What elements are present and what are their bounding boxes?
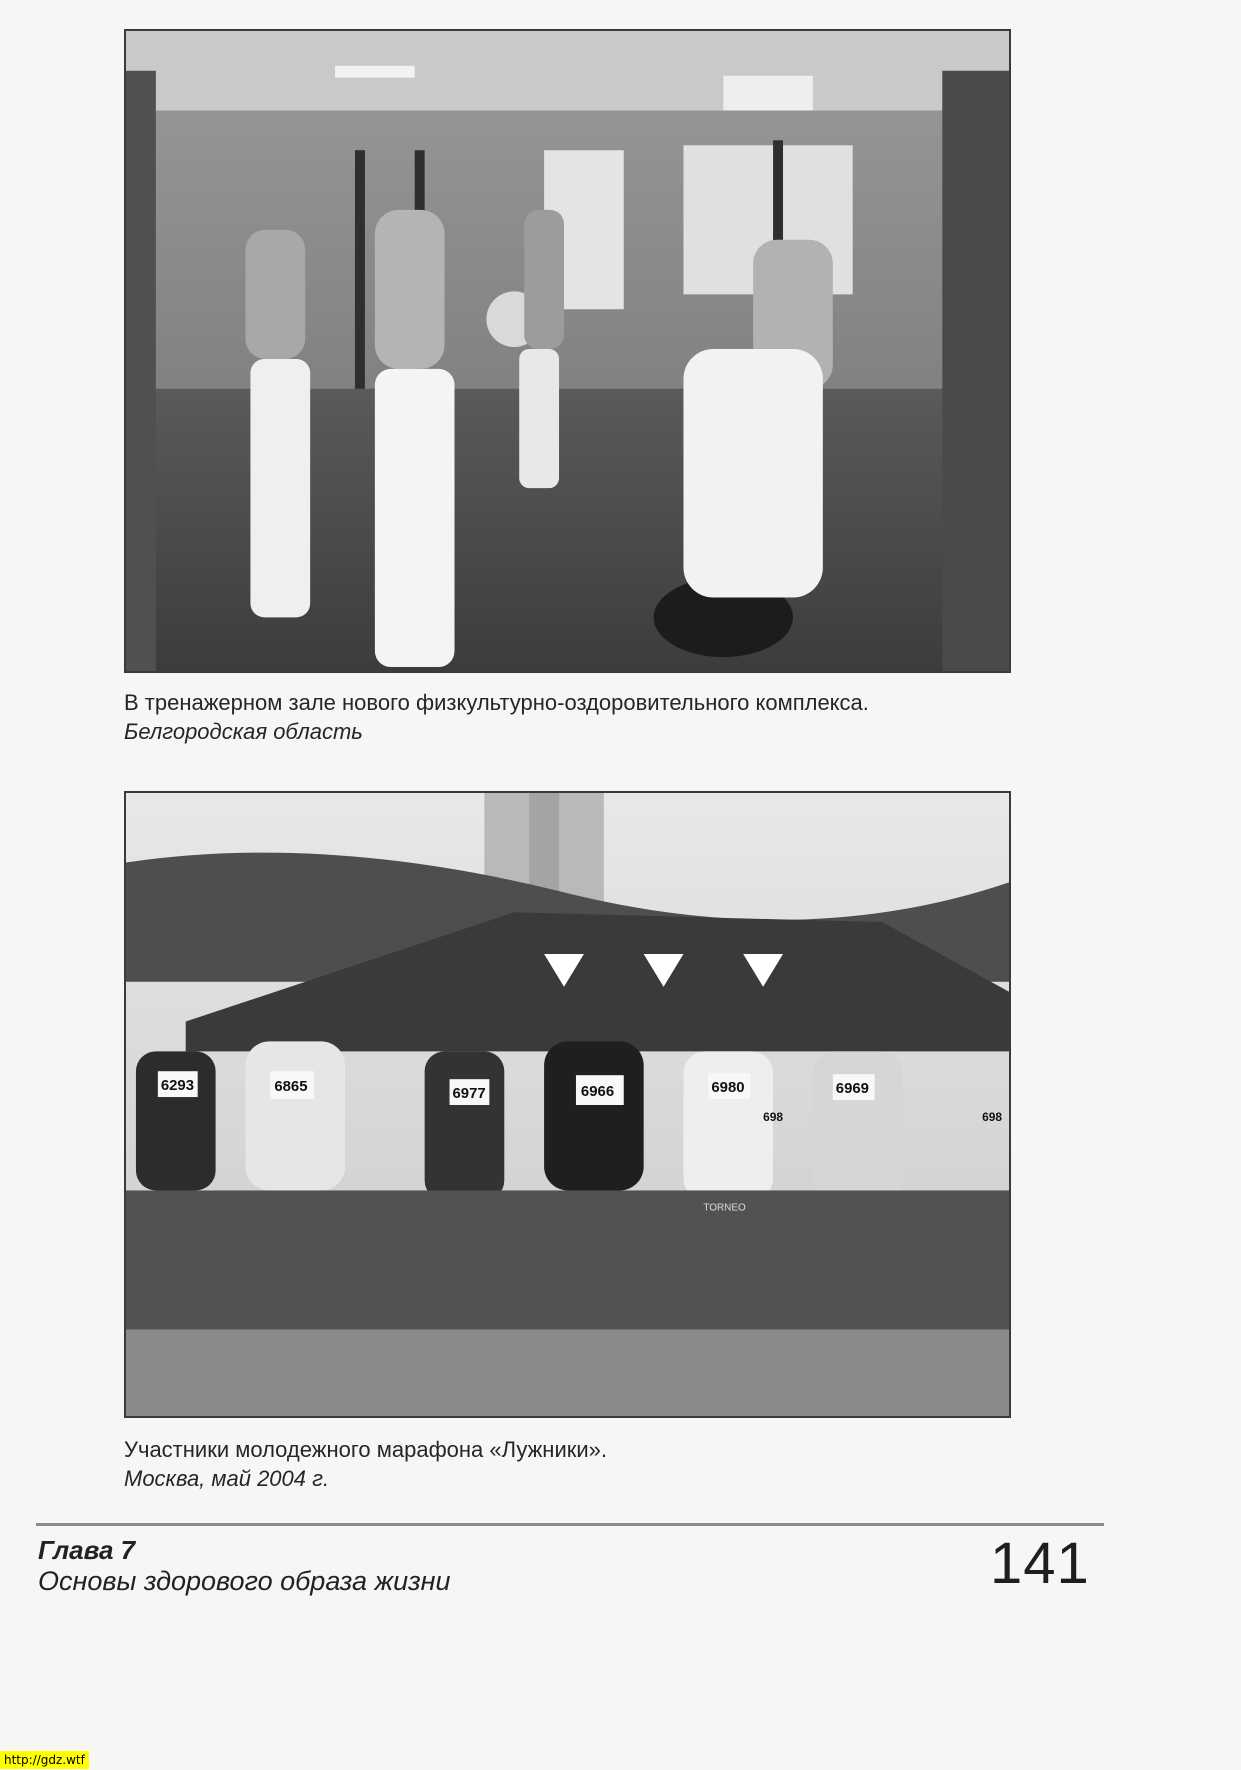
footer-divider — [36, 1523, 1104, 1526]
caption-text: В тренажерном зале нового физкультурно-оздоровительного комплекса. — [124, 690, 869, 715]
page-number: 141 — [990, 1531, 1090, 1596]
caption-text: Участники молодежного марафона «Лужники». — [124, 1437, 607, 1462]
bib-number: 698 — [763, 1109, 784, 1124]
bib-number: 6980 — [711, 1080, 745, 1097]
runners-silhouette-group — [126, 1041, 1009, 1329]
marathon-photo-caption — [124, 1435, 607, 1493]
gym-photo — [124, 29, 1011, 673]
bib-number: 6293 — [160, 1078, 195, 1095]
bib-number: 6969 — [835, 1081, 869, 1098]
gym-photo-caption — [124, 688, 869, 746]
chapter-label: Глава 7 — [38, 1535, 136, 1565]
bib-number: 6977 — [452, 1086, 486, 1103]
caption-location: Белгородская область — [124, 719, 363, 744]
bib-number: 6966 — [580, 1084, 615, 1101]
marathon-photo — [124, 791, 1011, 1418]
caption-location: Москва, май 2004 г. — [124, 1466, 330, 1491]
chapter-title: Основы здорового образа жизни — [38, 1566, 451, 1596]
equipment-brand: TORNEO — [703, 1202, 746, 1214]
bib-number: 6865 — [274, 1079, 308, 1096]
watermark-link[interactable]: http://gdz.wtf — [0, 1751, 89, 1769]
bib-number: 698 — [982, 1109, 1003, 1124]
